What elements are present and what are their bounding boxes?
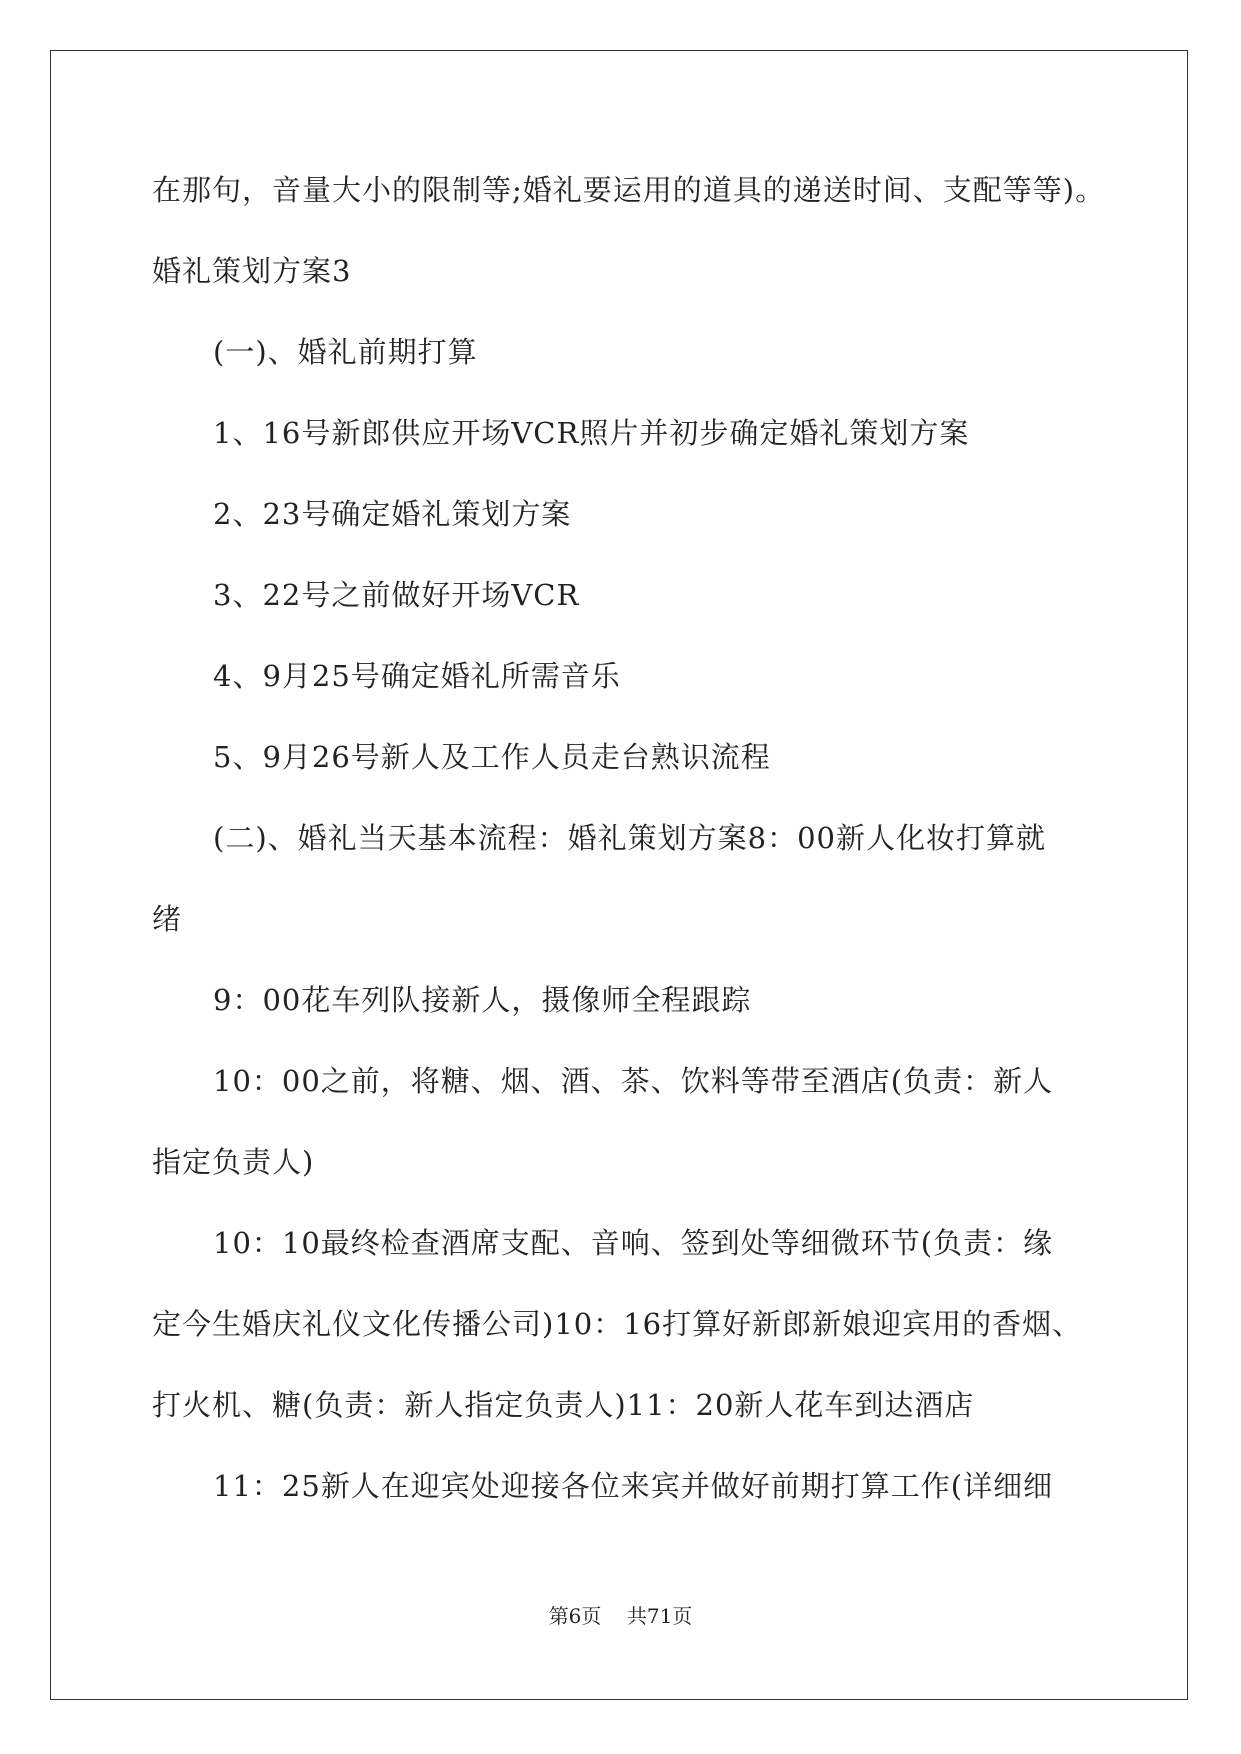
- paragraph-line: 定今生婚庆礼仪文化传播公司)10：16打算好新郎新娘迎宾用的香烟、: [152, 1307, 1083, 1341]
- subsection-heading: (一)、婚礼前期打算: [213, 335, 478, 369]
- list-item: 5、9月26号新人及工作人员走台熟识流程: [213, 740, 771, 774]
- document-body: [152, 150, 1106, 1527]
- list-item: 1、16号新郎供应开场VCR照片并初步确定婚礼策划方案: [213, 416, 970, 450]
- list-item: 4、9月25号确定婚礼所需音乐: [213, 659, 621, 693]
- paragraph-line: 在那句，音量大小的限制等;婚礼要运用的道具的递送时间、支配等等)。: [152, 173, 1106, 207]
- paragraph-line: 绪: [152, 902, 183, 936]
- paragraph-line: 11：25新人在迎宾处迎接各位来宾并做好前期打算工作(详细细: [213, 1469, 1054, 1503]
- section-heading: 婚礼策划方案3: [152, 254, 352, 288]
- page-number-footer: 第6页 共71页: [548, 1604, 693, 1628]
- paragraph-line: 10：10最终检查酒席支配、音响、签到处等细微环节(负责：缘: [213, 1226, 1054, 1260]
- paragraph-line: 10：00之前，将糖、烟、酒、茶、饮料等带至酒店(负责：新人: [213, 1064, 1054, 1098]
- paragraph-line: 打火机、糖(负责：新人指定负责人)11：20新人花车到达酒店: [152, 1388, 975, 1422]
- list-item: 2、23号确定婚礼策划方案: [213, 497, 572, 531]
- paragraph-line: 9：00花车列队接新人，摄像师全程跟踪: [213, 983, 752, 1017]
- list-item: 3、22号之前做好开场VCR: [213, 578, 580, 612]
- subsection-heading: (二)、婚礼当天基本流程：婚礼策划方案8：00新人化妆打算就: [213, 821, 1046, 855]
- paragraph-line: 指定负责人): [152, 1145, 315, 1179]
